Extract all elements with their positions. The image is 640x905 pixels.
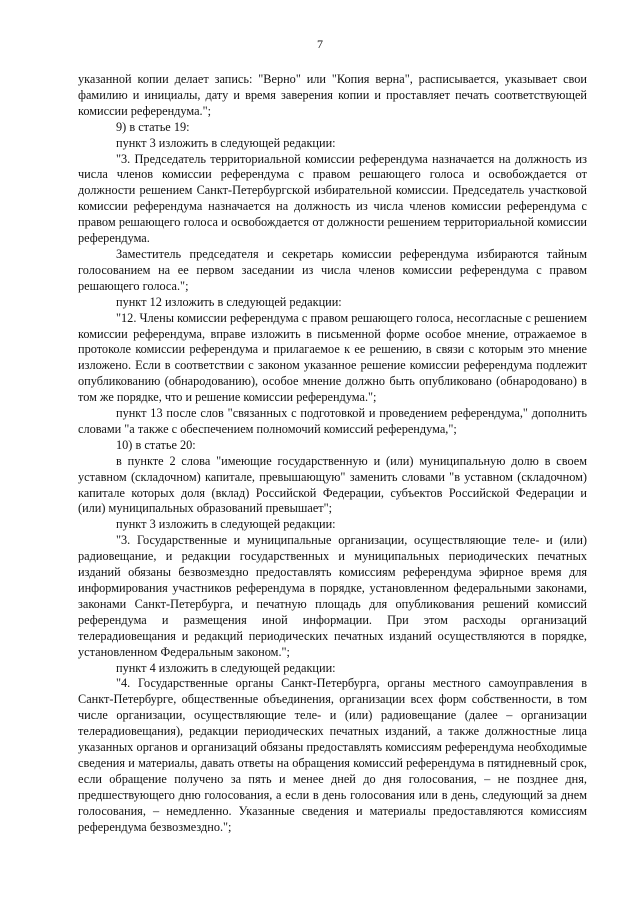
paragraph: пункт 12 изложить в следующей редакции: [116,294,342,309]
paragraph: в пункте 2 слова "имеющие государственную и (или) муниципальную долю в своем уставном (складочном) капитале, превышающую" заменить словами "в уставном (складочном) капитале которых доля (вклад) Российской Федерации, субъектов Российской Федерации и (или) муниципальных образований превышает"; [78,453,587,516]
paragraph: пункт 13 после слов "связанных с подготовкой и проведением референдума," дополнить словами "а также с обеспечением полномочий комиссий референдума,"; [78,406,587,436]
page-number: 7 [317,37,323,51]
paragraph: "4. Государственные органы Санкт-Петербурга, органы местного самоуправления в Санкт-Петербурге, общественные объединения, организации всех форм собственности, в том числе организации, осуществляющие теле- и (или) радиовещание (далее – организации телерадиовещания), редакции периодических печатных изданий, а также должностные лица указанных органов и организаций обязаны предоставлять комиссиям референдума необходимые сведения и материалы, давать ответы на обращения комиссий референдума в пятидневный срок, если обращение получено за пять и менее дней до дня голосования, – не позднее дня, предшествующего дню голосования, а если в день голосования или в день, следующий за днем голосования, – немедленно. Указанные сведения и материалы предоставляются комиссиям референдума безвозмездно."; [78,676,587,834]
paragraph: указанной копии делает запись: "Верно" или "Копия верна", расписывается, указывает свои фамилию и инициалы, дату и время заверения копии и проставляет печать соответствующей комиссии референдума."; [78,72,587,118]
paragraph: Заместитель председателя и секретарь комиссии референдума избираются тайным голосованием на ее первом заседании из числа членов комиссии референдума с правом решающего голоса."; [78,246,587,293]
paragraph: пункт 3 изложить в следующей редакции: [116,517,336,532]
paragraph: пункт 4 изложить в следующей редакции: [116,660,336,675]
document-body [78,72,587,836]
paragraph: 10) в статье 20: [116,437,196,452]
paragraph: "12. Члены комиссии референдума с правом решающего голоса, несогласные с решением комиссии референдума, вправе изложить в письменной форме особое мнение, отражаемое в протоколе комиссии референдума и прилагаемое к ее решению, в связи с которым это мнение изложено. Если в соответствии с законом указанное решение комиссии референдума подлежит опубликованию (обнародованию), особое мнение должно быть опубликовано (обнародовано) в том же порядке, что и решение комиссии референдума."; [78,310,587,405]
paragraph: "3. Государственные и муниципальные организации, осуществляющие теле- и (или) радиовещание, и редакции государственных и муниципальных периодических печатных изданий обязаны безвозмездно предоставлять комиссиям референдума эфирное время для информирования участников референдума в порядке, установленном федеральными законами, законами Санкт-Петербурга, и печатную площадь для опубликования решений комиссий референдума и размещения иной информации. При этом расходы организаций телерадиовещания и редакций периодических печатных изданий осуществляются в порядке, установленном Федеральным законом."; [78,533,587,659]
paragraph: "3. Председатель территориальной комиссии референдума назначается на должность из числа членов комиссии референдума с правом решающего голоса и освобождается от должности решением Санкт-Петербургской избирательной комиссии. Председатель участковой комиссии референдума назначается на должность из числа членов комиссии референдума с правом решающего голоса и освобождается от должности решением территориальной комиссии референдума. [78,151,587,246]
paragraph: 9) в статье 19: [116,119,190,134]
paragraph: пункт 3 изложить в следующей редакции: [116,135,336,150]
